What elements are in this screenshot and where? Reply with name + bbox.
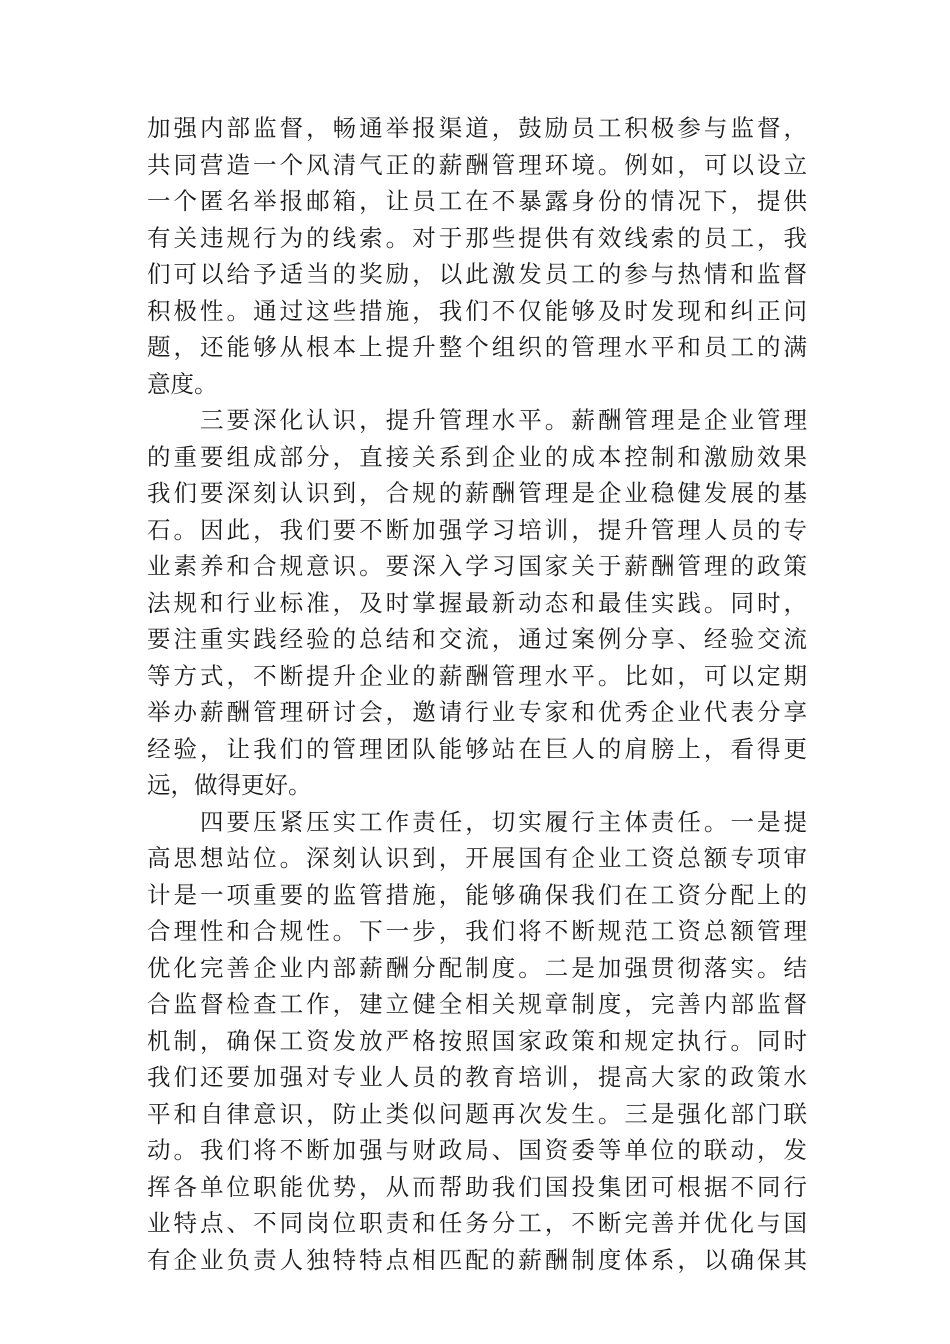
text-line: 一个匿名举报邮箱，让员工在不暴露身份的情况下，提供 <box>147 187 807 215</box>
text-line: 的重要组成部分，直接关系到企业的成本控制和激励效果 <box>147 442 807 471</box>
text-line: 四要压紧压实工作责任，切实履行主体责任。一是提 <box>147 807 807 836</box>
text-line: 石。因此，我们要不断加强学习培训，提升管理人员的专 <box>147 515 807 544</box>
text-line: 们可以给予适当的奖励，以此激发员工的参与热情和监督 <box>147 260 807 288</box>
document-body <box>147 110 807 1278</box>
text-line: 要注重实践经验的总结和交流，通过案例分享、经验交流 <box>147 625 807 653</box>
text-line: 我们还要加强对专业人员的教育培训，提高大家的政策水 <box>147 1063 807 1091</box>
text-line: 高思想站位。深刻认识到，开展国有企业工资总额专项审 <box>147 844 807 872</box>
text-line: 远，做得更好。 <box>147 771 312 799</box>
text-line: 合监督检查工作，建立健全相关规章制度，完善内部监督 <box>147 990 807 1018</box>
text-line: 共同营造一个风清气正的薪酬管理环境。例如，可以设立 <box>147 150 807 179</box>
text-line: 计是一项重要的监管措施，能够确保我们在工资分配上的 <box>147 880 807 909</box>
text-line: 等方式，不断提升企业的薪酬管理水平。比如，可以定期 <box>147 661 807 690</box>
text-line: 我们要深刻认识到，合规的薪酬管理是企业稳健发展的基 <box>147 479 807 507</box>
text-line: 经验，让我们的管理团队能够站在巨人的肩膀上，看得更 <box>147 734 807 763</box>
text-line: 有关违规行为的线索。对于那些提供有效线索的员工，我 <box>147 223 807 252</box>
text-line: 举办薪酬管理研讨会，邀请行业专家和优秀企业代表分享 <box>147 698 807 726</box>
text-line: 动。我们将不断加强与财政局、国资委等单位的联动，发 <box>147 1136 807 1164</box>
text-line: 平和自律意识，防止类似问题再次发生。三是强化部门联 <box>147 1099 807 1128</box>
text-line: 挥各单位职能优势，从而帮助我们国投集团可根据不同行 <box>147 1172 807 1201</box>
text-line: 业特点、不同岗位职责和任务分工，不断完善并优化与国 <box>147 1209 807 1237</box>
text-line: 加强内部监督，畅通举报渠道，鼓励员工积极参与监督， <box>147 114 807 142</box>
text-line: 合理性和合规性。下一步，我们将不断规范工资总额管理 <box>147 917 807 945</box>
text-line: 业素养和合规意识。要深入学习国家关于薪酬管理的政策 <box>147 552 807 580</box>
text-line: 三要深化认识，提升管理水平。薪酬管理是企业管理 <box>147 406 807 434</box>
text-line: 意度。 <box>147 369 218 398</box>
text-line: 优化完善企业内部薪酬分配制度。二是加强贯彻落实。结 <box>147 953 807 982</box>
text-line: 法规和行业标准，及时掌握最新动态和最佳实践。同时， <box>147 588 807 617</box>
text-line: 积极性。通过这些措施，我们不仅能够及时发现和纠正问 <box>147 296 807 325</box>
text-line: 机制，确保工资发放严格按照国家政策和规定执行。同时 <box>147 1026 807 1055</box>
text-line: 题，还能够从根本上提升整个组织的管理水平和员工的满 <box>147 333 807 361</box>
text-line: 有企业负责人独特特点相匹配的薪酬制度体系，以确保其 <box>147 1245 807 1274</box>
